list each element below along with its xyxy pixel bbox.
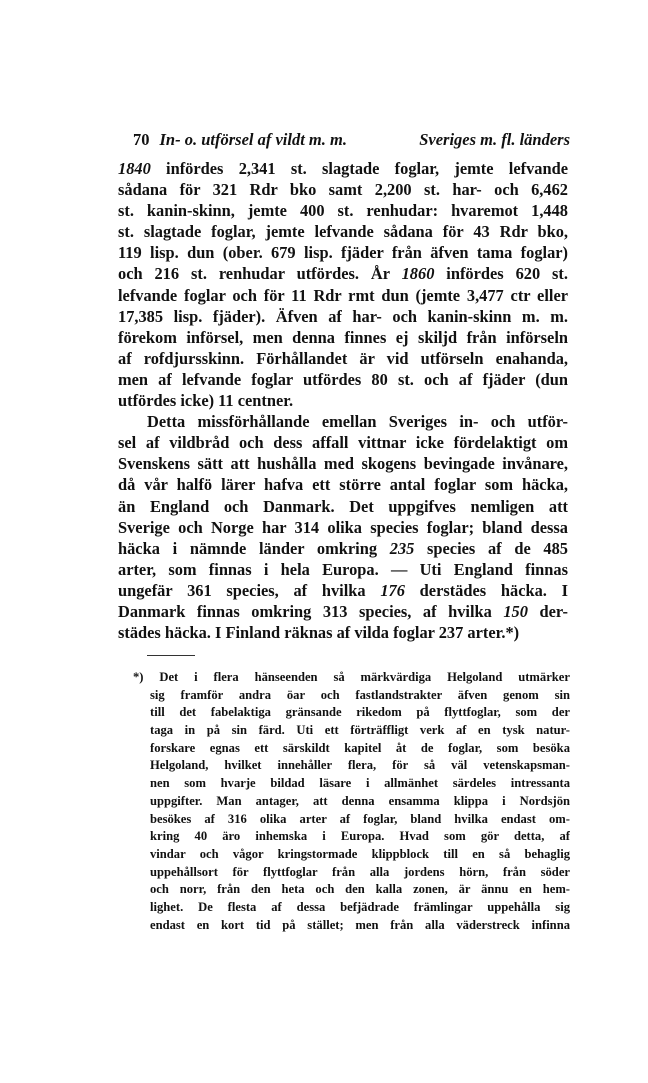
text-segment: Detta missförhållande emellan Sveriges in- och utför- <box>147 412 568 432</box>
text-segment: st. kanin-skinn, jemte 400 st. renhudar: hvaremot 1,448 <box>118 201 568 221</box>
text-segment: af rofdjursskinn. Förhållandet är vid utförseln enahanda, <box>118 348 568 368</box>
text-segment: Sverige och Norge har 314 olika species foglar; bland dessa <box>118 517 568 537</box>
italic-number: 150 <box>503 601 528 621</box>
footnote-line: *) Det i flera hänseenden så märkvärdiga Helgoland utmärker <box>133 670 570 684</box>
text-line <box>118 496 568 517</box>
text-segment: förekom införsel, men denna finnes ej skiljd från införseln <box>118 327 568 347</box>
text-line <box>118 432 568 453</box>
footnote-line: forskare egnas ett särskildt kapitel åt de foglar, som besöka <box>150 740 570 755</box>
text-segment: än England och Danmark. Det uppgifves nemligen att <box>118 496 568 516</box>
text-line <box>118 348 568 369</box>
text-segment: städes häcka. I Finland räknas af vilda foglar 237 arter.*) <box>118 623 520 643</box>
italic-number: 1840 <box>118 159 151 178</box>
text-line <box>118 242 568 263</box>
footnote-line: kring 40 äro inhemska i Europa. Hvad som gör detta, af <box>150 829 570 844</box>
text-segment: 17,385 lisp. fjäder). Äfven af har- och kanin-skinn m. m. <box>118 306 568 326</box>
text-segment: arter, som finnas i hela Europa. — Uti England finnas <box>118 559 568 579</box>
text-segment: och 216 st. renhudar utfördes. År <box>118 264 402 284</box>
footnote-line: endast en kort tid på stället; men från alla väderstreck infinna <box>150 917 570 932</box>
text-segment: st. slagtade foglar, jemte lefvande sådana för 43 Rdr bko, <box>118 222 568 242</box>
text-segment: infördes 620 st. <box>434 264 568 284</box>
text-line <box>118 390 568 411</box>
text-line <box>118 158 568 179</box>
footnote-line: taga in på sin färd. Uti ett förträffligt verk af en tysk natur- <box>150 723 570 738</box>
footnote-line: vindar och vågor kringstormade klippblock till en så behaglig <box>150 846 570 861</box>
running-title-right: Sveriges m. fl. länders <box>419 130 570 149</box>
text-segment: då vår halfö lärer hafva ett större antal foglar som häcka, <box>118 475 568 495</box>
italic-number: 235 <box>389 538 415 558</box>
text-line <box>118 622 568 643</box>
main-text <box>118 158 568 643</box>
footnote-line: nen som hvarje bildad läsare i allmänhet särdeles intressanta <box>150 776 570 791</box>
text-line <box>118 453 568 474</box>
footnote-line: till det fabelaktiga gränsande rikedom på flyttfoglar, som der <box>150 705 570 720</box>
text-line <box>118 538 568 559</box>
text-line <box>118 474 568 495</box>
running-title <box>160 130 571 150</box>
italic-number: 176 <box>380 580 405 600</box>
text-segment: men af lefvande foglar utfördes 80 st. och af fjäder (dun <box>118 369 568 389</box>
text-line <box>118 517 568 538</box>
text-line <box>118 580 568 601</box>
running-header <box>133 130 570 150</box>
running-title-left: In- o. utförsel af vildt m. m. <box>159 130 347 149</box>
text-line <box>118 179 568 200</box>
footnote-line: lighet. De flesta af dessa befjädrade främlingar uppehålla sig <box>150 899 570 914</box>
text-segment: ungefär 361 species, af hvilka <box>118 580 381 600</box>
text-segment: sel af vildbråd och dess affall vittnar icke fördelaktigt om <box>118 433 568 453</box>
text-segment: derstädes häcka. I <box>404 580 568 600</box>
text-line <box>118 327 568 348</box>
text-segment: 119 lisp. dun (ober. 679 lisp. fjäder från äfven tama foglar) <box>118 243 568 263</box>
text-line <box>118 559 568 580</box>
footnote-line: uppgifter. Man antager, att denna ensamma klippa i Nordsjön <box>150 793 570 808</box>
text-segment: utfördes icke) 11 centner. <box>118 391 294 411</box>
footnote <box>133 669 570 934</box>
footnote-line: och norr, från den heta och den kalla zonen, är ännu en hem- <box>150 882 570 897</box>
text-segment: Svenskens sätt att hushålla med skogens bevingade invånare, <box>118 454 568 474</box>
text-segment: species af de 485 <box>414 538 568 558</box>
text-line <box>118 306 568 327</box>
text-segment: Danmark finnas omkring 313 species, af hvilka <box>118 601 504 621</box>
page-number: 70 <box>133 130 150 149</box>
text-line <box>118 285 568 306</box>
text-line <box>118 221 568 242</box>
footnote-line: Helgoland, hvilket innehåller flera, för så väl vetenskapsman- <box>150 758 570 773</box>
italic-number: 1860 <box>401 264 435 284</box>
footnote-rule <box>147 655 195 656</box>
text-segment: infördes 2,341 st. slagtade foglar, jemte lefvande <box>150 159 568 178</box>
text-segment: sådana för 321 Rdr bko samt 2,200 st. har- och 6,462 <box>118 180 568 200</box>
text-segment: der- <box>527 601 568 621</box>
text-line <box>118 601 568 622</box>
text-segment: lefvande foglar och för 11 Rdr rmt dun (jemte 3,477 ctr eller <box>118 285 568 305</box>
footnote-line: uppehållsort för flyttfoglar från alla jordens hörn, från söder <box>150 864 570 879</box>
text-line <box>118 263 568 284</box>
footnote-line: besökes af 316 olika arter af foglar, bland hvilka endast om- <box>150 811 570 826</box>
text-line <box>118 200 568 221</box>
text-line <box>118 411 568 432</box>
footnote-line: sig framför andra öar och fastlandstrakter äfven genom sin <box>150 687 570 702</box>
text-segment: häcka i nämnde länder omkring <box>118 538 390 558</box>
text-line <box>118 369 568 390</box>
